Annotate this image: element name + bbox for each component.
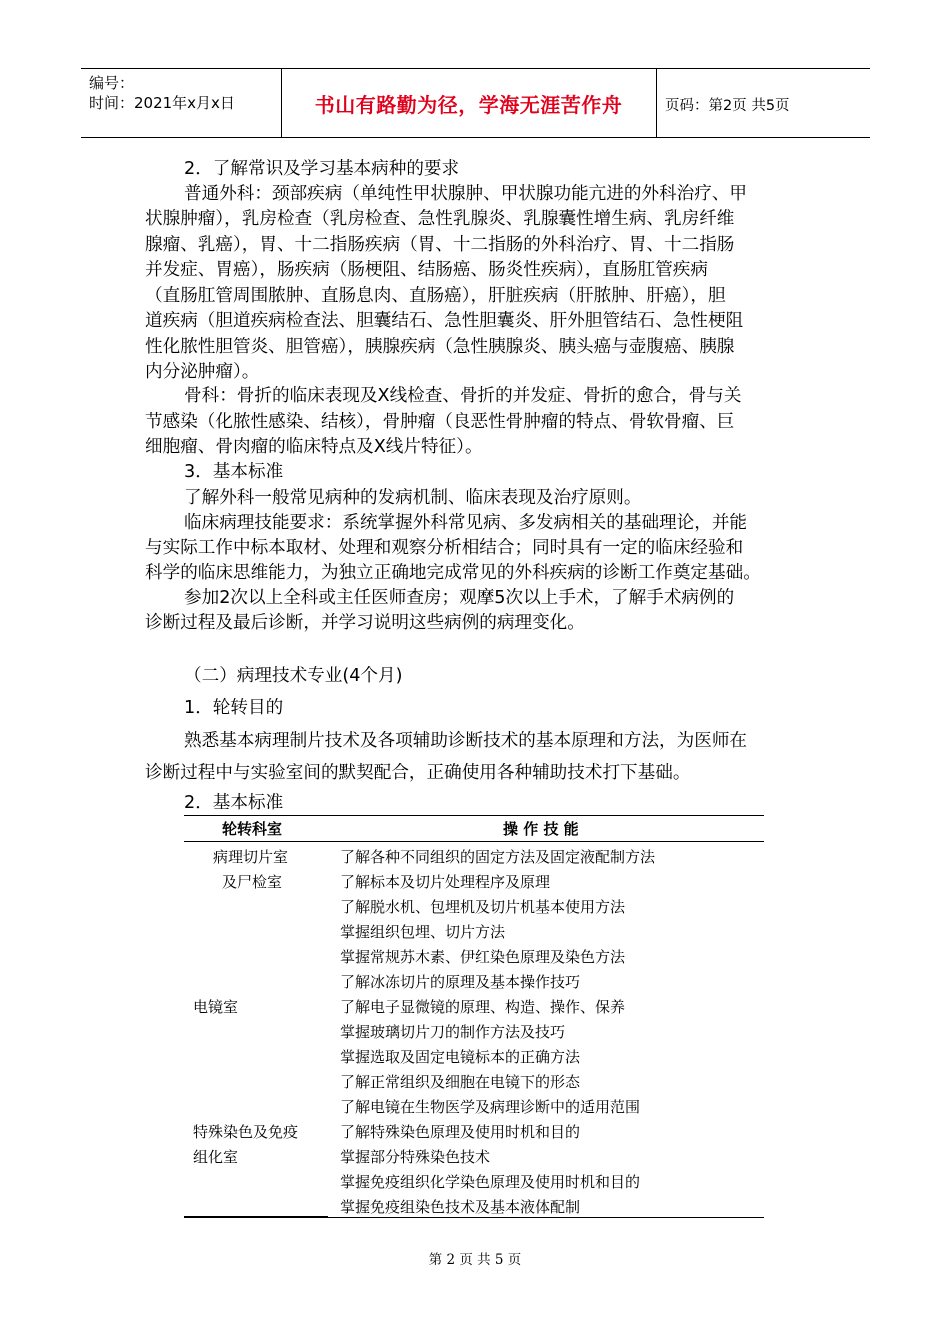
paragraph-line: 道疾病（胆道疾病检查法、胆囊结石、急性胆囊炎、肝外胆管结石、急性梗阻 <box>145 311 744 331</box>
skill-item: 了解电镜在生物医学及病理诊断中的适用范围 <box>340 1098 641 1116</box>
skill-item: 掌握常规苏木素、伊红染色原理及染色方法 <box>340 948 626 966</box>
table-header-skills: 操 作 技 能 <box>503 820 579 838</box>
paragraph-line: 并发症、胃癌），肠疾病（肠梗阻、结肠癌、肠炎性疾病），直肠肛管疾病 <box>145 260 708 280</box>
header-motto: 书山有路勤为径，学海无涯苦作舟 <box>314 92 623 117</box>
paragraph-line: （直肠肛管周围脓肿、直肠息肉、直肠癌），肝脏疾病（肝脓肿、肝癌），胆 <box>145 286 726 306</box>
table-bottom-rule <box>184 1217 764 1218</box>
header-number: 编号： <box>89 74 135 92</box>
paragraph-line: 性化脓性胆管炎、胆管癌），胰腺疾病（急性胰腺炎、胰头癌与壶腹癌、胰腺 <box>145 337 735 357</box>
paragraph-line: 临床病理技能要求：系统掌握外科常见病、多发病相关的基础理论，并能 <box>184 513 748 533</box>
skill-item: 掌握免疫组染色技术及基本液体配制 <box>340 1198 581 1216</box>
paragraph-line: 细胞瘤、骨肉瘤的临床特点及X线片特征）。 <box>145 437 483 457</box>
paragraph-line: 普通外科：颈部疾病（单纯性甲状腺肿、甲状腺功能亢进的外科治疗、甲 <box>184 184 748 204</box>
skill-item: 了解冰冻切片的原理及基本操作技巧 <box>340 973 581 991</box>
skill-item: 了解脱水机、包埋机及切片机基本使用方法 <box>340 898 626 916</box>
paragraph-line: 参加2次以上全科或主任医师查房；观摩5次以上手术，了解手术病例的 <box>184 588 735 608</box>
header-page-label: 页码：第2页 共5页 <box>665 98 790 114</box>
table-top-rule <box>184 815 764 816</box>
skill-item: 了解正常组织及细胞在电镜下的形态 <box>340 1073 581 1091</box>
section-heading: 1．轮转目的 <box>184 698 284 718</box>
skill-item: 掌握部分特殊染色技术 <box>340 1148 491 1166</box>
table-bottom-rule-left <box>184 1216 328 1217</box>
paragraph-line: 诊断过程及最后诊断，并学习说明这些病例的病理变化。 <box>145 613 585 633</box>
section-heading: 2．基本标准 <box>184 793 284 813</box>
skill-item: 掌握免疫组织化学染色原理及使用时机和目的 <box>340 1173 641 1191</box>
paragraph-line: 骨科：骨折的临床表现及X线检查、骨折的并发症、骨折的愈合，骨与关 <box>184 386 742 406</box>
skill-item: 掌握玻璃切片刀的制作方法及技巧 <box>340 1023 566 1041</box>
skill-item: 了解特殊染色原理及使用时机和目的 <box>340 1123 581 1141</box>
page-footer: 第 2 页 共 5 页 <box>428 1252 522 1268</box>
section-heading: 3．基本标准 <box>184 462 284 482</box>
paragraph-line: 腺瘤、乳癌），胃、十二指肠疾病（胃、十二指肠的外科治疗、胃、十二指肠 <box>145 235 735 255</box>
header-divider <box>656 69 657 137</box>
dept-label: 组化室 <box>193 1148 239 1166</box>
dept-label: 电镜室 <box>193 998 239 1016</box>
header-meta <box>89 73 235 113</box>
paragraph-line: 内分泌肿瘤）。 <box>145 362 260 382</box>
section-heading: （二）病理技术专业(4个月) <box>184 666 403 686</box>
paragraph-line: 状腺肿瘤），乳房检查（乳房检查、急性乳腺炎、乳腺囊性增生病、乳房纤维 <box>145 209 735 229</box>
dept-label: 病理切片室 <box>213 848 289 866</box>
dept-label: 特殊染色及免疫 <box>193 1123 299 1141</box>
table-header-rule <box>184 841 764 842</box>
skill-item: 掌握组织包埋、切片方法 <box>340 923 506 941</box>
skill-item: 了解标本及切片处理程序及原理 <box>340 873 551 891</box>
table-header-dept: 轮转科室 <box>222 820 283 838</box>
paragraph-line: 节感染（化脓性感染、结核），骨肿瘤（良恶性骨肿瘤的特点、骨软骨瘤、巨 <box>145 412 735 432</box>
paragraph-line: 诊断过程中与实验室间的默契配合，正确使用各种辅助技术打下基础。 <box>145 763 691 783</box>
paragraph-line: 科学的临床思维能力，为独立正确地完成常见的外科疾病的诊断工作奠定基础。 <box>145 563 761 583</box>
paragraph-line: 了解外科一般常见病种的发病机制、临床表现及治疗原则。 <box>184 488 642 508</box>
section-heading: 2．了解常识及学习基本病种的要求 <box>184 159 460 179</box>
skill-item: 掌握选取及固定电镜标本的正确方法 <box>340 1048 581 1066</box>
page-header <box>81 68 870 138</box>
skill-item: 了解各种不同组织的固定方法及固定液配制方法 <box>340 848 656 866</box>
paragraph-line: 与实际工作中标本取材、处理和观察分析相结合；同时具有一定的临床经验和 <box>145 538 744 558</box>
header-date: 时间：2021年x月x日 <box>89 94 235 112</box>
dept-label: 及尸检室 <box>222 873 283 891</box>
paragraph-line: 熟悉基本病理制片技术及各项辅助诊断技术的基本原理和方法，为医师在 <box>184 731 748 751</box>
skill-item: 了解电子显微镜的原理、构造、操作、保养 <box>340 998 626 1016</box>
